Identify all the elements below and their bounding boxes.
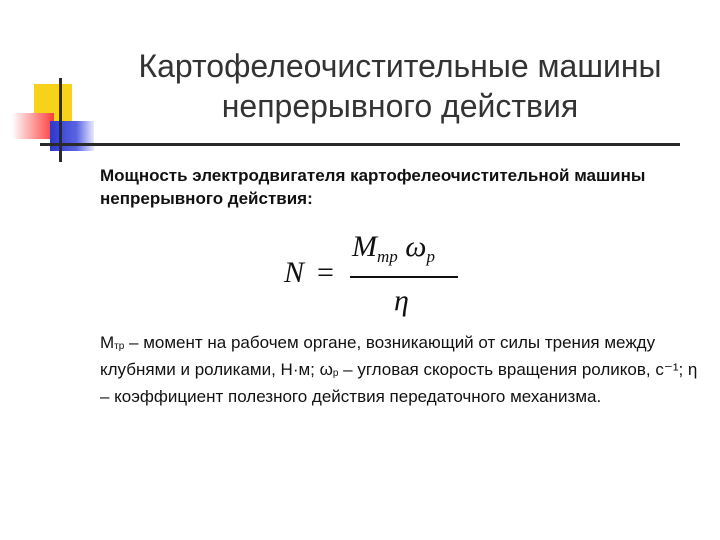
desc-part1: – момент на рабочем органе, возникающий от силы трения между клубнями и роликами, Н·м; ω (100, 333, 656, 379)
decor-vertical-line (59, 78, 62, 162)
desc-mtr-sub: тр (114, 341, 125, 352)
title-divider (40, 143, 680, 146)
numerator-omega: ω (405, 230, 427, 263)
slide-subtitle: Мощность электродвигателя картофелеочистительной машины непрерывного действия: (100, 166, 646, 208)
formula-description (100, 331, 700, 408)
slide-title: Картофелеочистительные машины непрерывного действия (138, 48, 662, 124)
decor-red-square (12, 113, 54, 139)
numerator-m-sub: тр (377, 247, 398, 266)
desc-omega-sub: р (332, 368, 339, 379)
decor-blue-square (50, 121, 94, 151)
formula-lhs: N (284, 256, 305, 289)
desc-mtr: М (100, 333, 115, 352)
numerator-omega-sub: р (426, 247, 435, 266)
formula-equals: = (317, 256, 334, 289)
numerator-m: M (352, 230, 377, 263)
formula-denominator: η (394, 284, 409, 317)
power-formula (280, 226, 470, 326)
fraction-bar (350, 276, 458, 278)
formula-numerator (352, 230, 435, 267)
desc-part2: – угловая скорость вращения роликов, с⁻¹; η – коэффициент полезного действия передаточного механизма. (100, 360, 698, 406)
